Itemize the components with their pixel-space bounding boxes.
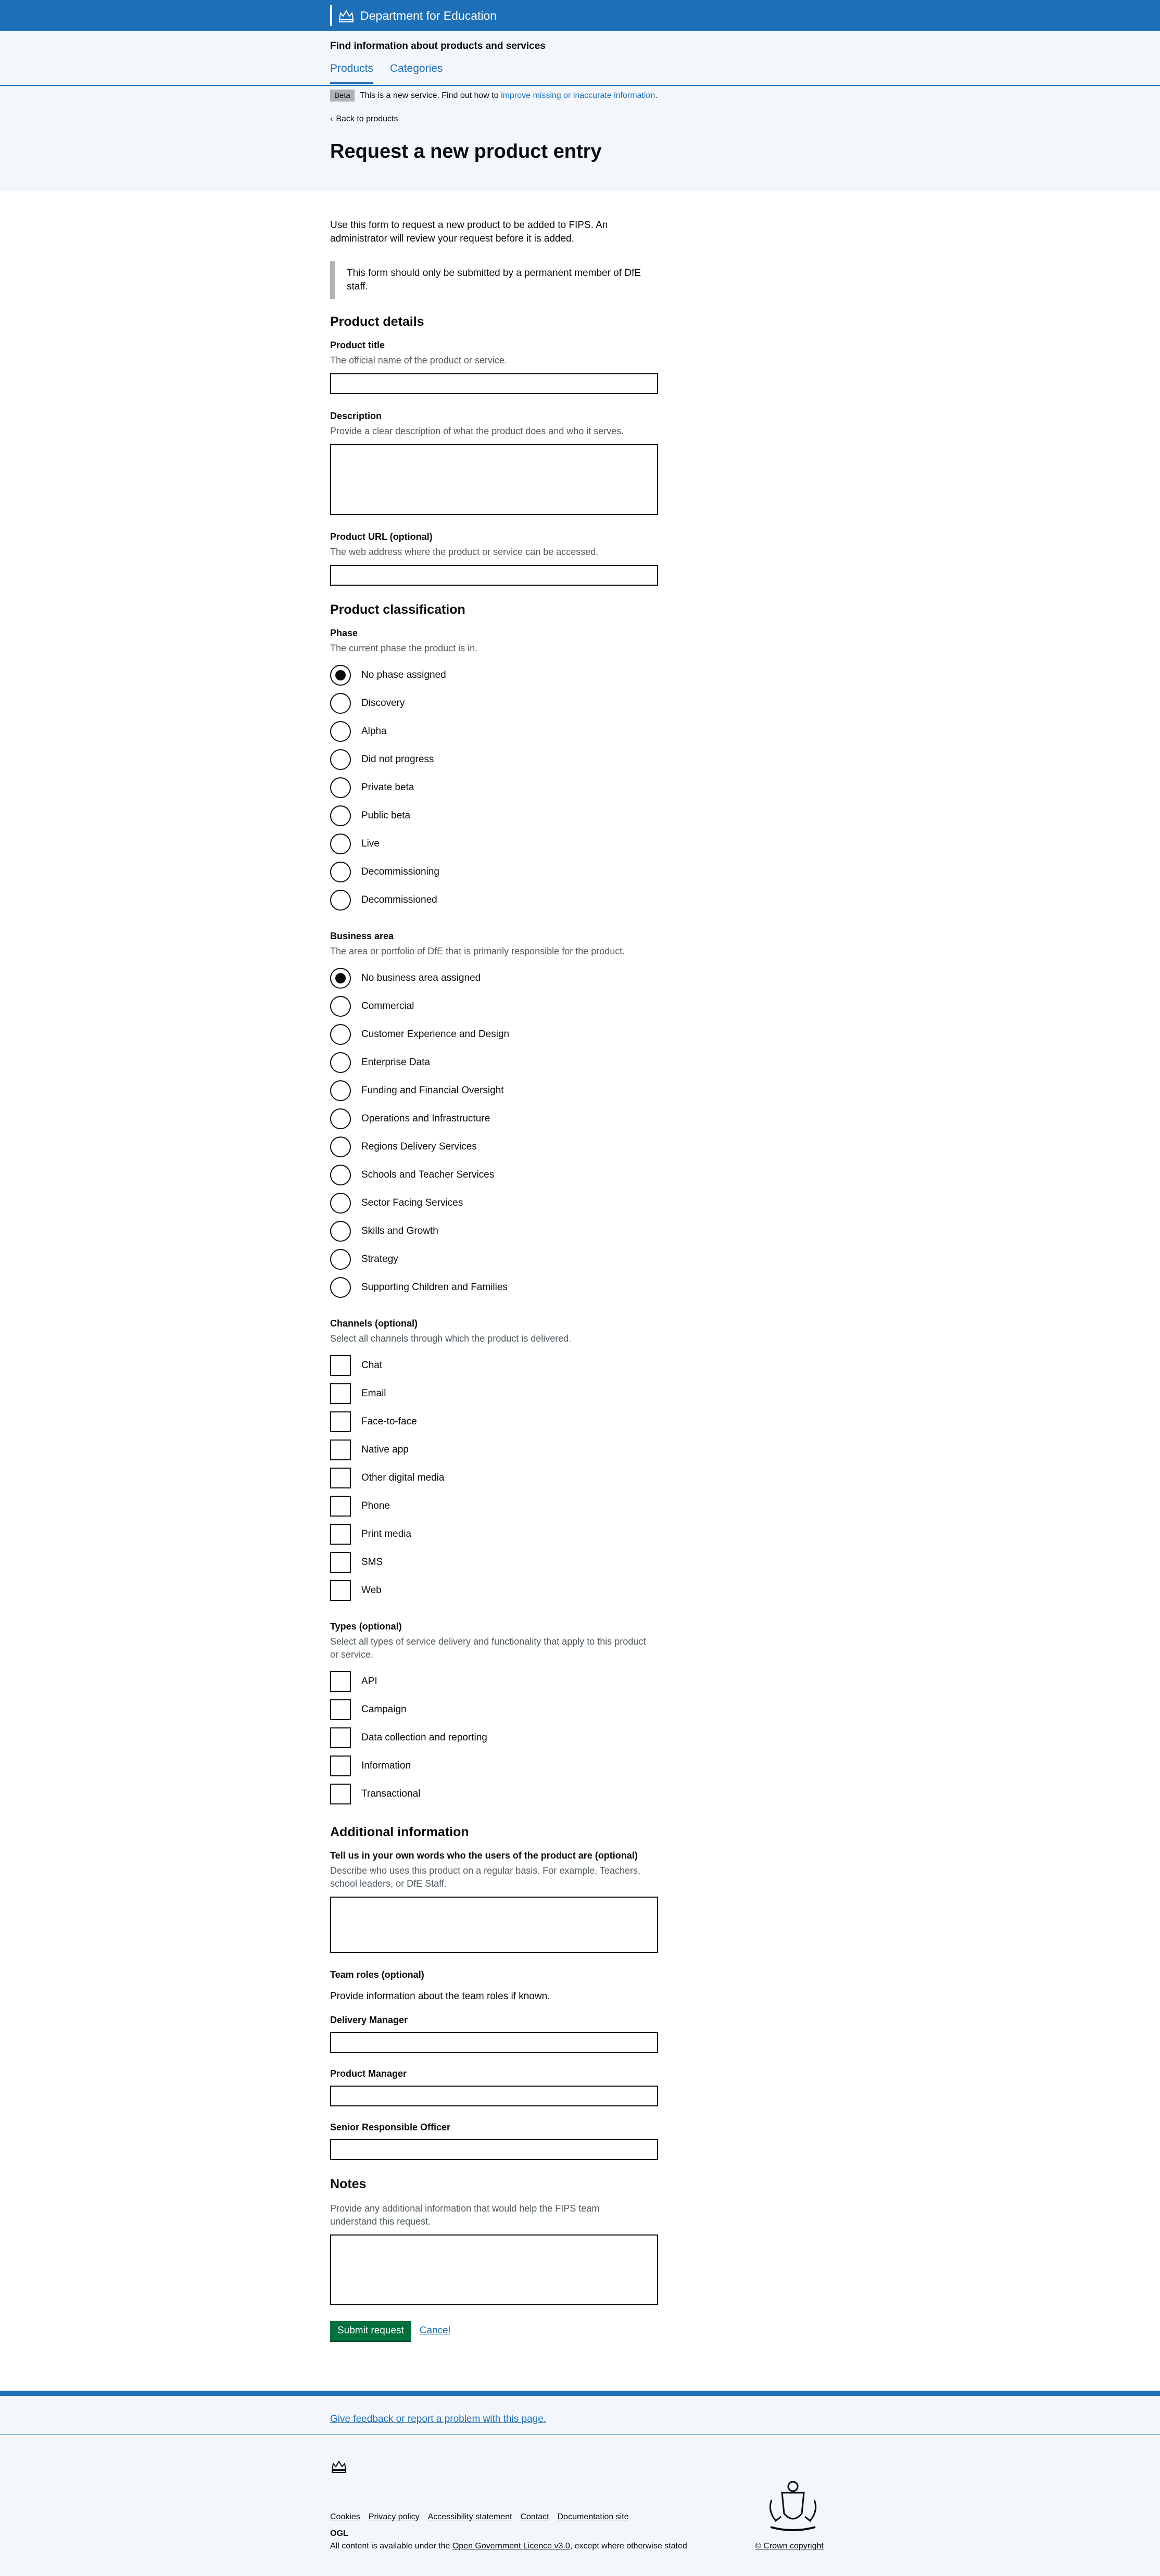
crown-icon xyxy=(330,2457,348,2475)
business-area-option[interactable] xyxy=(330,1189,658,1217)
nav-divider xyxy=(0,85,1160,86)
classification-heading: Product classification xyxy=(330,602,465,617)
option-label: Live xyxy=(361,838,380,849)
inset-text: This form should only be submitted by a permanent member of DfE staff. xyxy=(330,261,642,299)
description-hint: Provide a clear description of what the product does and who it serves. xyxy=(330,426,624,436)
option-label: Phone xyxy=(361,1500,390,1511)
option-label: Regions Delivery Services xyxy=(361,1141,477,1152)
additional-heading: Additional information xyxy=(330,1825,469,1839)
product-url-input[interactable] xyxy=(330,565,658,586)
checkbox[interactable] xyxy=(330,1699,351,1720)
channel-option[interactable] xyxy=(330,1380,658,1408)
sro-input[interactable] xyxy=(330,2139,658,2160)
business-area-option[interactable] xyxy=(330,1161,658,1189)
business-area-option[interactable] xyxy=(330,964,658,992)
option-label: Schools and Teacher Services xyxy=(361,1169,495,1180)
option-label: Information xyxy=(361,1760,411,1771)
checkbox[interactable] xyxy=(330,1383,351,1404)
primary-nav xyxy=(330,62,459,84)
business-area-option[interactable] xyxy=(330,992,658,1020)
types-label: Types (optional) xyxy=(330,1621,402,1632)
licence-link[interactable]: Open Government Licence v3.0 xyxy=(452,2542,570,2550)
option-label: Did not progress xyxy=(361,754,434,765)
option-label: Campaign xyxy=(361,1704,407,1715)
radio-button[interactable] xyxy=(330,834,351,854)
option-label: Decommissioned xyxy=(361,894,437,905)
users-label: Tell us in your own words who the users of the product are (optional) xyxy=(330,1850,638,1861)
service-name[interactable]: Find information about products and services xyxy=(330,41,546,52)
top-bar xyxy=(0,0,1160,31)
radio-button[interactable] xyxy=(330,1108,351,1129)
phase-label: Phase xyxy=(330,628,358,638)
type-option[interactable] xyxy=(330,1780,658,1808)
option-label: Print media xyxy=(361,1529,412,1539)
description-group xyxy=(330,411,658,515)
phase-option[interactable] xyxy=(330,886,658,914)
channel-option[interactable] xyxy=(330,1436,658,1464)
radio-button[interactable] xyxy=(330,996,351,1017)
feedback-link[interactable]: Give feedback or report a problem with this page. xyxy=(330,2414,547,2425)
licence-prefix: All content is available under the xyxy=(330,2542,450,2550)
phase-option[interactable] xyxy=(330,802,658,830)
licence-text xyxy=(330,2542,687,2551)
option-label: Private beta xyxy=(361,782,414,793)
sro-label: Senior Responsible Officer xyxy=(330,2122,451,2132)
option-label: Operations and Infrastructure xyxy=(361,1113,490,1124)
radio-button[interactable] xyxy=(330,1277,351,1298)
type-option[interactable] xyxy=(330,1696,658,1724)
radio-button[interactable] xyxy=(330,1137,351,1157)
channel-option[interactable] xyxy=(330,1492,658,1520)
checkbox[interactable] xyxy=(330,1727,351,1748)
team-roles-label: Team roles (optional) xyxy=(330,1969,424,1980)
team-roles-text: Provide information about the team roles if known. xyxy=(330,1991,550,2002)
page-title: Request a new product entry xyxy=(330,141,602,162)
types-group xyxy=(330,1621,658,1808)
radio-button[interactable] xyxy=(330,1221,351,1242)
dfe-logo[interactable] xyxy=(330,4,497,27)
product-title-group xyxy=(330,340,658,394)
description-textarea[interactable] xyxy=(330,444,658,515)
option-label: Transactional xyxy=(361,1788,421,1799)
radio-button[interactable] xyxy=(330,721,351,742)
option-label: Discovery xyxy=(361,698,405,709)
option-label: Other digital media xyxy=(361,1472,445,1483)
radio-button[interactable] xyxy=(330,777,351,798)
logo-bar xyxy=(330,5,332,26)
radio-button[interactable] xyxy=(330,1052,351,1073)
improve-info-link[interactable]: improve missing or inaccurate information xyxy=(501,91,655,100)
ogl-logo: OGL xyxy=(330,2529,348,2538)
intro-text: Use this form to request a new product to be added to FIPS. An administrator will review your request before it is added. xyxy=(330,220,608,244)
chevron-left-icon: ‹ xyxy=(330,115,333,123)
option-label: Native app xyxy=(361,1444,409,1455)
product-title-input[interactable] xyxy=(330,373,658,394)
notes-textarea[interactable] xyxy=(330,2234,658,2305)
business-area-option[interactable] xyxy=(330,1217,658,1245)
business-area-option[interactable] xyxy=(330,1245,658,1273)
beta-text: This is a new service. Find out how to xyxy=(359,91,499,100)
product-url-label: Product URL (optional) xyxy=(330,532,433,542)
checkbox[interactable] xyxy=(330,1468,351,1488)
option-label: SMS xyxy=(361,1557,383,1568)
business-area-option[interactable] xyxy=(330,1077,658,1105)
channels-hint: Select all channels through which the product is delivered. xyxy=(330,1333,572,1344)
nav-categories[interactable]: Categories xyxy=(389,62,443,74)
product-details-heading: Product details xyxy=(330,314,424,329)
footer-link-privacy[interactable]: Privacy policy xyxy=(368,2512,420,2521)
radio-button[interactable] xyxy=(330,1024,351,1045)
option-label: Sector Facing Services xyxy=(361,1197,463,1208)
business-area-option[interactable] xyxy=(330,1020,658,1049)
option-label: Face-to-face xyxy=(361,1416,417,1427)
product-url-group xyxy=(330,532,658,586)
channel-option[interactable] xyxy=(330,1520,658,1548)
department-name: Department for Education xyxy=(360,8,497,22)
option-label: Strategy xyxy=(361,1254,398,1265)
phase-option[interactable] xyxy=(330,746,658,774)
cancel-link[interactable]: Cancel xyxy=(419,2325,450,2336)
product-title-label: Product title xyxy=(330,340,385,350)
phase-group xyxy=(330,628,658,914)
phase-option[interactable] xyxy=(330,858,658,886)
option-label: Web xyxy=(361,1585,382,1596)
delivery-manager-input[interactable] xyxy=(330,2032,658,2053)
checkbox[interactable] xyxy=(330,1580,351,1601)
main-content xyxy=(330,191,658,2341)
phase-option[interactable] xyxy=(330,689,658,717)
channel-option[interactable] xyxy=(330,1548,658,1576)
footer-link-documentation[interactable]: Documentation site xyxy=(557,2512,629,2521)
users-group xyxy=(330,1850,658,1953)
radio-button[interactable] xyxy=(330,805,351,826)
option-label: Decommissioning xyxy=(361,866,439,877)
service-band xyxy=(0,31,1160,191)
radio-button[interactable] xyxy=(330,1165,351,1185)
checkbox[interactable] xyxy=(330,1524,351,1545)
channel-option[interactable] xyxy=(330,1576,658,1605)
option-label: Email xyxy=(361,1388,386,1399)
phase-banner xyxy=(330,90,658,102)
option-label: Skills and Growth xyxy=(361,1226,438,1236)
option-label: Chat xyxy=(361,1360,383,1371)
phase-option[interactable] xyxy=(330,661,658,689)
option-label: Funding and Financial Oversight xyxy=(361,1085,504,1096)
types-hint: Select all types of service delivery and functionality that apply to this product or service. xyxy=(330,1636,646,1660)
product-title-hint: The official name of the product or service. xyxy=(330,355,507,365)
option-label: Public beta xyxy=(361,810,411,821)
business-area-option[interactable] xyxy=(330,1273,658,1302)
radio-button[interactable] xyxy=(330,968,351,989)
radio-button[interactable] xyxy=(330,1249,351,1270)
delivery-manager-label: Delivery Manager xyxy=(330,2015,408,2025)
royal-coat-of-arms-icon xyxy=(760,2479,826,2534)
checkbox[interactable] xyxy=(330,1355,351,1376)
channel-option[interactable] xyxy=(330,1464,658,1492)
radio-button[interactable] xyxy=(330,693,351,714)
business-area-option[interactable] xyxy=(330,1105,658,1133)
checkbox[interactable] xyxy=(330,1439,351,1460)
option-label: No business area assigned xyxy=(361,973,481,983)
checkbox[interactable] xyxy=(330,1671,351,1692)
option-label: Enterprise Data xyxy=(361,1057,431,1068)
notes-group xyxy=(330,2202,658,2305)
type-option[interactable] xyxy=(330,1752,658,1780)
channels-label: Channels (optional) xyxy=(330,1318,418,1329)
phase-option[interactable] xyxy=(330,774,658,802)
notes-heading: Notes xyxy=(330,2177,367,2191)
channel-option[interactable] xyxy=(330,1352,658,1380)
beta-tag: Beta xyxy=(330,90,355,102)
business-area-label: Business area xyxy=(330,931,394,941)
business-area-hint: The area or portfolio of DfE that is primarily responsible for the product. xyxy=(330,946,625,956)
beta-suffix: . xyxy=(655,91,658,100)
crown-copyright-link[interactable]: © Crown copyright xyxy=(755,2542,824,2550)
footer-divider xyxy=(0,2434,1160,2435)
type-option[interactable] xyxy=(330,1668,658,1696)
option-label: API xyxy=(361,1676,377,1687)
radio-button[interactable] xyxy=(330,890,351,911)
option-label: Alpha xyxy=(361,726,387,737)
checkbox[interactable] xyxy=(330,1496,351,1517)
option-label: Supporting Children and Families xyxy=(361,1282,508,1293)
checkbox[interactable] xyxy=(330,1784,351,1804)
radio-button[interactable] xyxy=(330,1193,351,1214)
option-label: No phase assigned xyxy=(361,670,446,680)
users-hint: Describe who uses this product on a regular basis. For example, Teachers, school leaders, or DfE Staff. xyxy=(330,1865,640,1889)
product-url-hint: The web address where the product or service can be accessed. xyxy=(330,547,599,557)
phase-option[interactable] xyxy=(330,717,658,746)
nav-products[interactable]: Products xyxy=(330,62,373,84)
radio-button[interactable] xyxy=(330,1080,351,1101)
back-link[interactable]: Back to products xyxy=(336,115,398,123)
product-manager-input[interactable] xyxy=(330,2086,658,2106)
business-area-option[interactable] xyxy=(330,1133,658,1161)
business-area-group xyxy=(330,931,658,1302)
radio-button[interactable] xyxy=(330,749,351,770)
product-manager-label: Product Manager xyxy=(330,2068,407,2079)
footer-link-accessibility[interactable]: Accessibility statement xyxy=(427,2512,512,2521)
radio-button[interactable] xyxy=(330,665,351,686)
option-label: Customer Experience and Design xyxy=(361,1029,510,1040)
option-label: Commercial xyxy=(361,1001,414,1012)
radio-button[interactable] xyxy=(330,862,351,882)
description-label: Description xyxy=(330,411,382,421)
channels-group xyxy=(330,1318,658,1605)
checkbox[interactable] xyxy=(330,1756,351,1776)
notes-hint: Provide any additional information that would help the FIPS team understand this request. xyxy=(330,2203,600,2227)
submit-request-button[interactable]: Submit request xyxy=(330,2321,411,2341)
channel-option[interactable] xyxy=(330,1408,658,1436)
footer-link-contact[interactable]: Contact xyxy=(520,2512,549,2521)
checkbox[interactable] xyxy=(330,1411,351,1432)
footer xyxy=(0,2391,1160,2576)
phase-option[interactable] xyxy=(330,830,658,858)
checkbox[interactable] xyxy=(330,1552,351,1573)
licence-suffix: , except where otherwise stated xyxy=(570,2542,687,2550)
footer-links xyxy=(330,2512,637,2522)
crown-icon xyxy=(337,7,355,24)
form-actions xyxy=(330,2321,658,2341)
option-label: Data collection and reporting xyxy=(361,1732,487,1743)
type-option[interactable] xyxy=(330,1724,658,1752)
footer-link-cookies[interactable]: Cookies xyxy=(330,2512,360,2521)
business-area-option[interactable] xyxy=(330,1049,658,1077)
phase-hint: The current phase the product is in. xyxy=(330,643,478,653)
team-roles-group xyxy=(330,1969,658,2160)
users-textarea[interactable] xyxy=(330,1897,658,1953)
back-link-wrap xyxy=(330,115,398,124)
